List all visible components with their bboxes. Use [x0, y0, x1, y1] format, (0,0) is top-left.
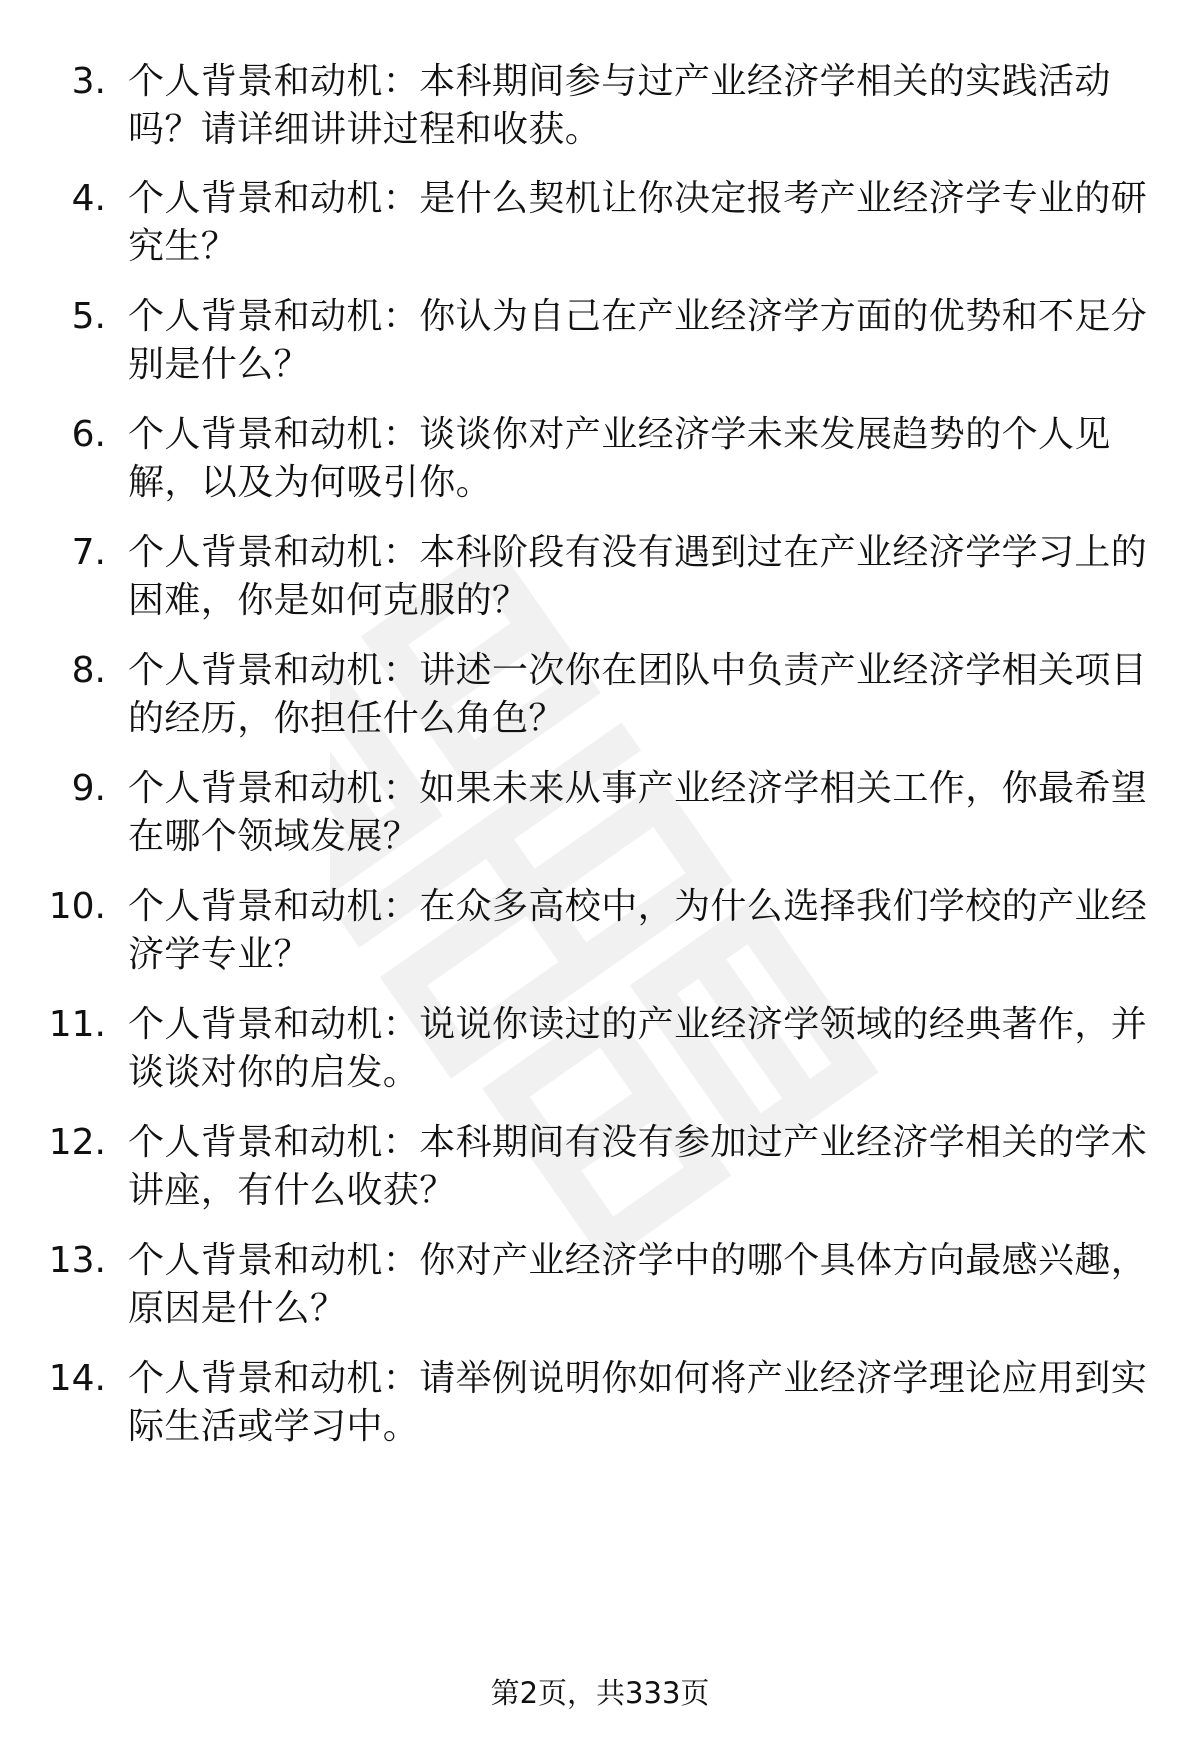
question-item — [0, 1001, 1200, 1111]
question-number: 12. — [48, 1122, 106, 1163]
question-text: 个人背景和动机：谈谈你对产业经济学未来发展趋势的个人见解，以及为何吸引你。 — [128, 414, 1111, 503]
question-item — [0, 1237, 1200, 1347]
question-number: 7. — [71, 532, 106, 573]
question-text: 个人背景和动机：你认为自己在产业经济学方面的优势和不足分别是什么？ — [128, 296, 1148, 385]
question-item — [0, 765, 1200, 875]
question-text: 个人背景和动机：本科期间参与过产业经济学相关的实践活动吗？请详细讲讲过程和收获。 — [128, 61, 1111, 150]
question-item — [0, 883, 1200, 993]
question-text: 个人背景和动机：本科阶段有没有遇到过在产业经济学学习上的困难，你是如何克服的？ — [128, 532, 1148, 621]
page-number-footer: 第2页，共333页 — [490, 1676, 710, 1710]
question-item — [0, 1119, 1200, 1229]
question-text: 个人背景和动机：你对产业经济学中的哪个具体方向最感兴趣，原因是什么？ — [128, 1240, 1148, 1329]
question-item — [0, 175, 1200, 285]
question-text: 个人背景和动机：在众多高校中，为什么选择我们学校的产业经济学专业？ — [128, 886, 1148, 975]
question-number: 10. — [48, 886, 106, 927]
question-number: 3. — [71, 61, 106, 102]
question-text: 个人背景和动机：本科期间有没有参加过产业经济学相关的学术讲座，有什么收获？ — [128, 1122, 1148, 1211]
question-number: 4. — [71, 178, 106, 219]
question-number: 8. — [71, 650, 106, 691]
question-item — [0, 293, 1200, 403]
question-item — [0, 529, 1200, 639]
question-number: 5. — [71, 296, 106, 337]
question-number: 9. — [71, 768, 106, 809]
question-text: 个人背景和动机：讲述一次你在团队中负责产业经济学相关项目的经历，你担任什么角色？ — [128, 650, 1148, 739]
question-item — [0, 411, 1200, 521]
question-number: 11. — [48, 1004, 106, 1045]
question-number: 14. — [48, 1358, 106, 1399]
question-number: 6. — [71, 414, 106, 455]
question-text: 个人背景和动机：说说你读过的产业经济学领域的经典著作，并谈谈对你的启发。 — [128, 1004, 1148, 1093]
question-item — [0, 647, 1200, 757]
question-number: 13. — [48, 1240, 106, 1281]
question-item — [0, 1355, 1200, 1465]
question-text: 个人背景和动机：是什么契机让你决定报考产业经济学专业的研究生？ — [128, 178, 1148, 267]
question-item — [0, 58, 1200, 168]
question-text: 个人背景和动机：请举例说明你如何将产业经济学理论应用到实际生活或学习中。 — [128, 1358, 1148, 1447]
question-text: 个人背景和动机：如果未来从事产业经济学相关工作，你最希望在哪个领域发展？ — [128, 768, 1148, 857]
